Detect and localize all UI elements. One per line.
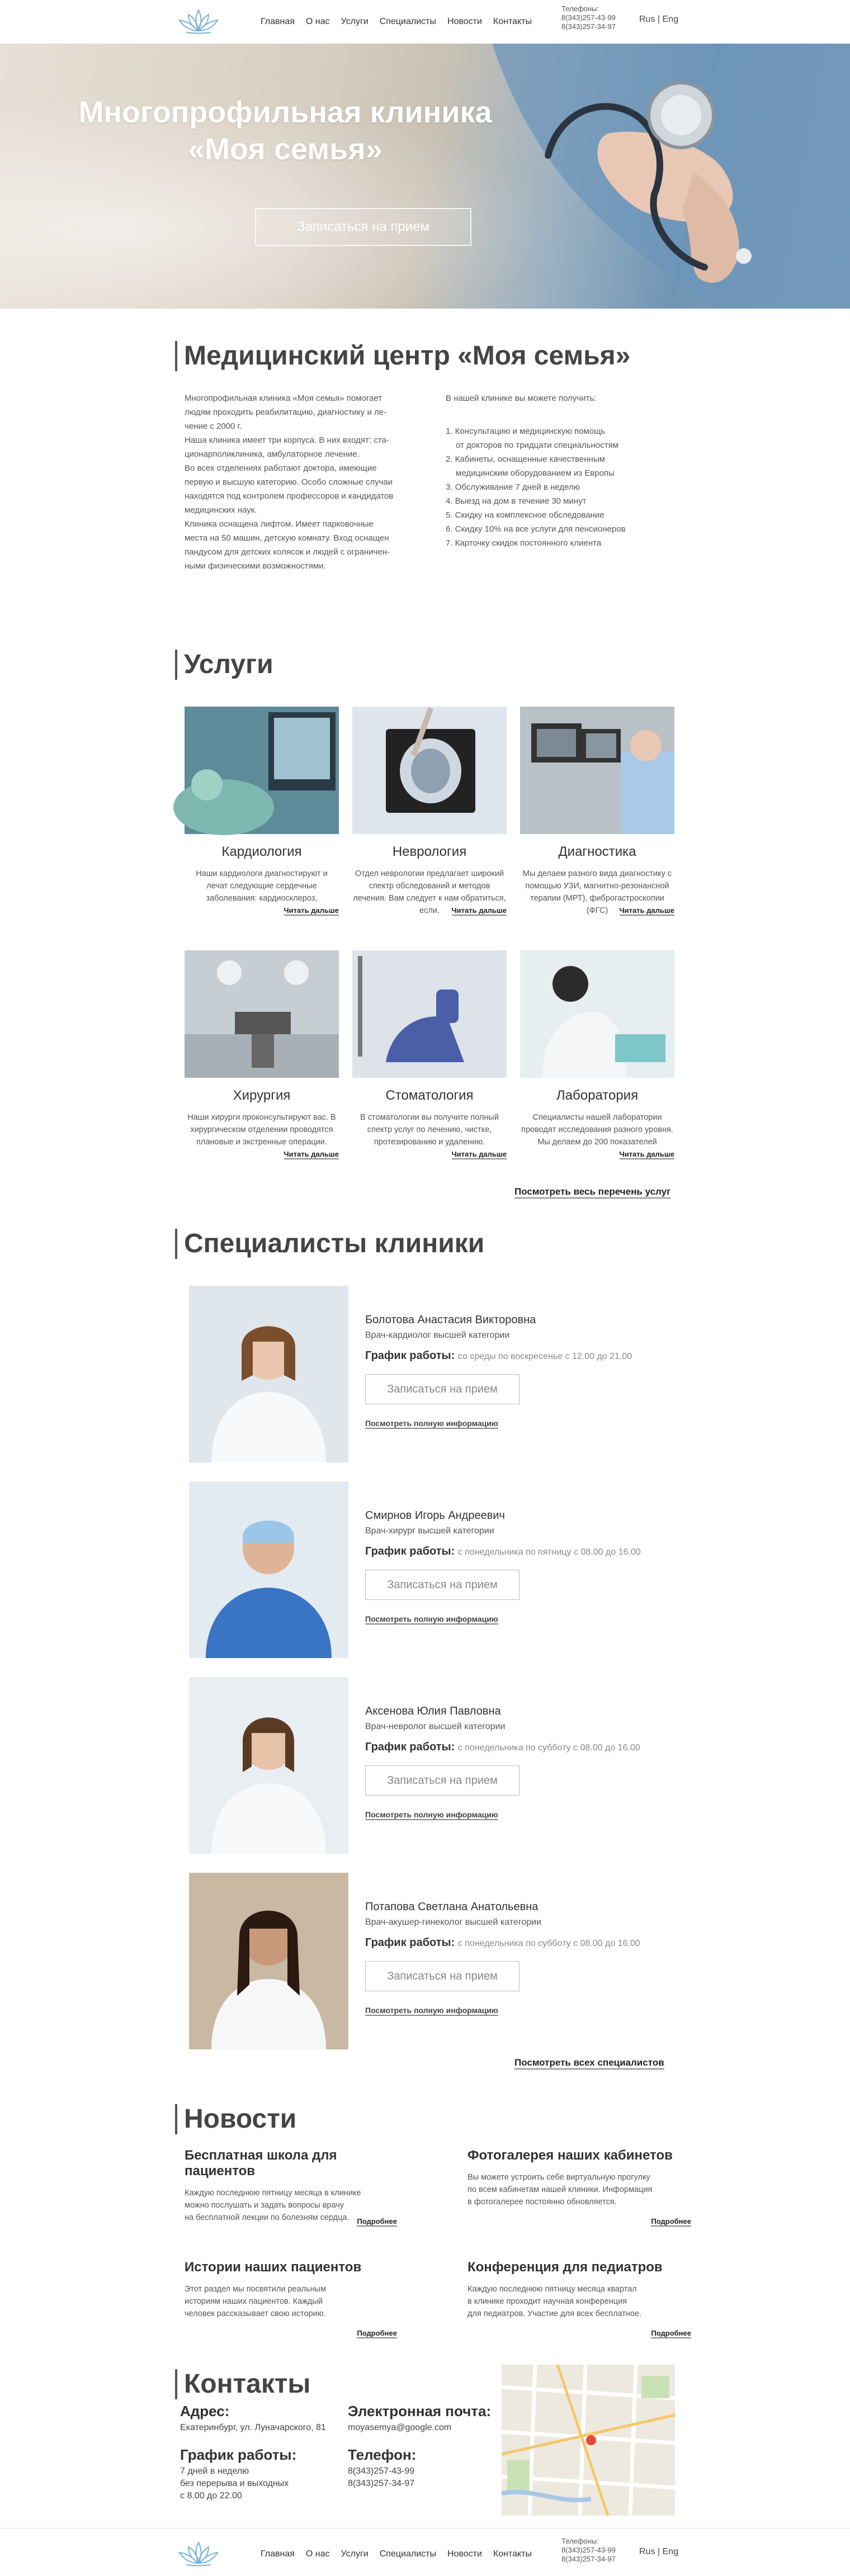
laboratory-photo: [520, 950, 674, 1078]
hours-line: с 8.00 до 22.00: [180, 2491, 242, 2501]
service-desc: Специалисты нашей лаборатории проводят исследования разного уровня. Мы делаем до 200 показателей: [521, 1113, 673, 1147]
service-card-neurology[interactable]: [352, 707, 507, 915]
about-line: людям проходить реабилитацию, диагностику и ле-: [185, 408, 387, 417]
full-info-link[interactable]: Посмотреть полную информацию: [365, 1810, 498, 1819]
about-list-item: 2. Кабинеты, оснащенные качественным: [446, 454, 605, 464]
nav-news[interactable]: Новости: [447, 2549, 482, 2559]
nav-about[interactable]: О нас: [305, 17, 330, 26]
news-item: [185, 2148, 397, 2224]
about-line: Наша клиника имеет три корпуса. В них входят: ста-: [185, 435, 389, 445]
book-button[interactable]: Записаться на прием: [365, 1374, 520, 1404]
diagnostics-photo: [520, 707, 674, 834]
schedule-label: График работы:: [365, 1936, 455, 1949]
service-name: Неврология: [392, 844, 467, 859]
schedule-label: График работы:: [365, 1545, 455, 1557]
nav-news[interactable]: Новости: [447, 17, 482, 26]
hours-line: 7 дней в неделю: [180, 2466, 249, 2476]
about-line: пандусом для детских колясок и людей с ограничен-: [185, 547, 390, 557]
schedule-label: График работы:: [365, 1741, 455, 1753]
services-heading: Услуги: [175, 650, 273, 680]
doctor-photo: [189, 1481, 348, 1658]
doctor-card: [189, 1873, 676, 2049]
about-list-item: от докторов по тридцати специальностям: [456, 441, 619, 450]
phone-2[interactable]: 8(343)257-34-97: [561, 2555, 616, 2563]
news-title[interactable]: Истории наших пациентов: [185, 2260, 362, 2275]
footer: [0, 2532, 850, 2576]
about-line: находятся под контролем профессоров и кандидатов: [185, 491, 394, 501]
schedule-label: График работы:: [365, 1349, 455, 1362]
nav-contacts[interactable]: Контакты: [493, 2549, 532, 2559]
dentistry-photo: [352, 950, 507, 1078]
doctor-card: [189, 1677, 676, 1854]
language-switch[interactable]: Rus | Eng: [639, 2547, 678, 2556]
doctor-position: Врач-акушер-гинеколог высшей категории: [365, 1917, 541, 1927]
service-desc: Мы делаем разного вида диагностику с помощью УЗИ, магнитно-резонансной терапии (МРТ), фиброгастроскопии (ФГС): [522, 869, 672, 915]
news-line: Этот раздел мы посвятили реальным: [185, 2285, 327, 2294]
about-left-text: [185, 391, 408, 573]
service-name: Хирургия: [233, 1088, 291, 1103]
phone-value[interactable]: 8(343)257-43-99: [348, 2466, 415, 2476]
hours-line: без перерыва и выходных: [180, 2479, 289, 2488]
header-phones: [561, 4, 616, 31]
read-more-link[interactable]: Читать дальше: [284, 1150, 339, 1158]
doctor-schedule: [365, 1741, 640, 1754]
news-item: [468, 2260, 691, 2337]
news-line: Каждую последнюю пятницу месяца в клинике: [185, 2189, 361, 2198]
about-list-item: 7. Карточку скидок постоянного клиента: [446, 538, 602, 548]
top-header: [0, 0, 850, 44]
about-line: первую и высшую категорию. Особо сложные случаи: [185, 477, 393, 487]
all-doctors-link[interactable]: Посмотреть всех специалистов: [514, 2057, 664, 2070]
about-right-text: [446, 391, 647, 550]
doctor-name: Аксенова Юлия Павловна: [365, 1705, 501, 1717]
phones-label: Телефоны:: [561, 4, 599, 13]
lotus-logo-icon[interactable]: [169, 7, 228, 35]
doctor-schedule: [365, 1545, 641, 1558]
doctor-photo: [189, 1286, 348, 1462]
nav-services[interactable]: Услуги: [341, 17, 369, 26]
service-name: Диагностика: [558, 844, 636, 859]
hero-doctor-image: [0, 44, 850, 309]
doctor-name: Потапова Светлана Анатольевна: [365, 1901, 539, 1913]
lotus-logo-icon[interactable]: [169, 2539, 228, 2567]
language-switch[interactable]: Rus | Eng: [639, 15, 678, 24]
book-button[interactable]: Записаться на прием: [365, 1570, 520, 1600]
news-title[interactable]: Конференция для педиатров: [468, 2260, 663, 2275]
nav-contacts[interactable]: Контакты: [493, 17, 532, 26]
phone-2[interactable]: 8(343)257-34-97: [561, 22, 616, 31]
news-line: для педиатров. Участие для всех бесплатное.: [468, 2309, 642, 2318]
service-desc: Наши хирурги проконсультируют вас. В хирургическом отделении проводятся плановые и экстренные операции.: [187, 1113, 336, 1147]
doctor-name: Смирнов Игорь Андреевич: [365, 1509, 505, 1522]
doctor-name: Болотова Анастасия Викторовна: [365, 1314, 536, 1326]
email-value[interactable]: moyasemya@google.com: [348, 2423, 452, 2432]
contact-address: [180, 2405, 326, 2434]
footer-phones: [561, 2537, 616, 2564]
news-line: на бесплатной лекции по болезням сердца.: [185, 2213, 350, 2222]
email-label: Электронная почта:: [348, 2403, 492, 2419]
read-more-link[interactable]: Читать дальше: [619, 1150, 674, 1158]
service-desc: Наши кардиологи диагностируют и лечат следующие сердечные заболевания: кардиосклероз,: [196, 869, 328, 903]
contact-hours: [180, 2446, 297, 2502]
service-card-laboratory[interactable]: [520, 950, 674, 1158]
contact-email: [348, 2405, 491, 2434]
news-line: по всем кабинетам нашей клиники. Информация: [468, 2185, 653, 2194]
phone-value[interactable]: 8(343)257-34-97: [348, 2479, 415, 2488]
doctor-schedule: [365, 1349, 632, 1362]
about-list-item: 4. Выезд на дом в течение 30 минут: [446, 496, 587, 506]
doctors-heading: Специалисты клиники: [175, 1229, 484, 1259]
about-list-item: 6. Скидку 10% на все услуги для пенсионеров: [446, 524, 626, 534]
nav-specialists[interactable]: Специалисты: [379, 2549, 436, 2559]
news-line: в клинике проходит научная конференция: [468, 2297, 627, 2306]
about-line: места на 50 машин, детскую комнату. Вход оснащен: [185, 533, 389, 543]
about-line: Клиника оснащена лифтом. Имеет парковочные: [185, 519, 374, 529]
read-more-link[interactable]: Читать дальше: [451, 906, 507, 915]
about-list-item: 1. Консультацию и медицинскую помощь: [446, 427, 606, 436]
all-services-link[interactable]: Посмотреть весь перечень услуг: [514, 1186, 670, 1199]
news-more-link[interactable]: Подробнее: [357, 2217, 397, 2225]
surgery-photo: [185, 950, 339, 1078]
full-info-link[interactable]: Посмотреть полную информацию: [365, 1419, 498, 1428]
about-line: медицинских наук.: [185, 505, 257, 515]
main-nav: [261, 17, 532, 27]
service-card-surgery[interactable]: [185, 950, 339, 1158]
nav-about[interactable]: О нас: [305, 2549, 330, 2559]
service-name: Лаборатория: [556, 1088, 639, 1103]
about-line: чение с 2000 г.: [185, 422, 242, 431]
about-list-item: медицинским оборудованием из Европы: [456, 468, 615, 478]
news-line: Вы можете устроить себе виртуальную прогулку: [468, 2173, 650, 2182]
news-item: [468, 2148, 691, 2225]
service-desc: Отдел неврологии предлагает широкий спектр обследований и методов лечения. Вам следует к нам обратиться, если,: [353, 869, 506, 915]
service-card-dentistry[interactable]: [352, 950, 507, 1158]
news-line: можно послушать и задать вопросы врачу: [185, 2201, 344, 2210]
address-label: Адрес:: [180, 2403, 230, 2419]
about-line: ными физическими возможностями.: [185, 561, 326, 571]
about-line: Многопрофильная клиника «Моя семья» помогает: [185, 394, 382, 403]
phone-1[interactable]: 8(343)257-43-99: [561, 13, 616, 22]
about-heading: Медицинский центр «Моя семья»: [175, 341, 630, 371]
doctor-photo: [189, 1873, 348, 2049]
cardiology-photo: [185, 707, 339, 834]
service-name: Стоматология: [385, 1088, 474, 1103]
news-title[interactable]: Фотогалерея наших кабинетов: [468, 2148, 673, 2163]
about-list-intro: В нашей клинике вы можете получить:: [446, 394, 597, 403]
service-card-diagnostics[interactable]: [520, 707, 674, 915]
service-name: Кардиология: [221, 844, 302, 859]
news-more-link[interactable]: Подробнее: [651, 2217, 691, 2225]
news-text: [468, 2283, 680, 2320]
full-info-link[interactable]: Посмотреть полную информацию: [365, 2006, 498, 2015]
doctor-position: Врач-хирург высшей категории: [365, 1526, 494, 1536]
contacts-heading: Контакты: [175, 2369, 310, 2399]
location-map[interactable]: [502, 2365, 675, 2516]
nav-specialists[interactable]: Специалисты: [379, 17, 436, 26]
about-line: Во всех отделениях работают доктора, имеющие: [185, 463, 377, 473]
news-item: [185, 2260, 397, 2337]
nav-home[interactable]: Главная: [261, 17, 295, 26]
address-value: Екатеринбург, ул. Луначарского, 81: [180, 2423, 326, 2432]
read-more-link[interactable]: Читать дальше: [619, 906, 674, 915]
news-more-link[interactable]: Подробнее: [357, 2329, 397, 2337]
full-info-link[interactable]: Посмотреть полную информацию: [365, 1614, 498, 1623]
doctor-card: [189, 1481, 676, 1658]
hero-title-line1: Многопрофильная клиника: [78, 96, 492, 129]
read-more-link[interactable]: Читать дальше: [451, 1150, 507, 1158]
news-title[interactable]: Бесплатная школа для пациентов: [185, 2148, 337, 2179]
news-line: в фотогалерее постоянно обновляется.: [468, 2198, 617, 2206]
hero-banner: [0, 44, 850, 309]
hero-book-button[interactable]: Записаться на прием: [255, 208, 471, 246]
news-text: [468, 2171, 680, 2208]
schedule-value: со среды по воскресенье с 12.00 до 21.00: [457, 1352, 632, 1361]
about-line: ционарполиклиника, амбулаторное лечение.: [185, 449, 360, 459]
nav-services[interactable]: Услуги: [341, 2549, 369, 2559]
doctor-schedule: [365, 1936, 640, 1949]
service-desc: В стоматологии вы получите полный спектр услуг по лечению, чистке, протезированию и удалению.: [360, 1113, 499, 1147]
about-list-item: 3. Обслуживание 7 дней в неделю: [446, 482, 580, 492]
doctor-position: Врач-невролог высшей категории: [365, 1722, 506, 1731]
schedule-value: с понедельника по субботу с 08.00 до 16.00: [457, 1743, 640, 1753]
read-more-link[interactable]: Читать дальше: [284, 906, 339, 915]
about-list-item: 5. Скидку на комплексное обследование: [446, 510, 605, 520]
schedule-value: с понедельника по пятницу с 08.00 до 16.00: [457, 1547, 641, 1557]
phones-label: Телефоны:: [561, 2537, 599, 2545]
service-card-cardiology[interactable]: [185, 707, 339, 915]
phone-1[interactable]: 8(343)257-43-99: [561, 2546, 616, 2554]
footer-nav: [261, 2549, 532, 2559]
neurology-photo: [352, 707, 507, 834]
news-text: [185, 2283, 397, 2320]
news-line: человек рассказывает свою историю.: [185, 2309, 326, 2318]
nav-home[interactable]: Главная: [261, 2549, 295, 2559]
doctor-position: Врач-кардиолог высшей категории: [365, 1330, 510, 1340]
book-button[interactable]: Записаться на прием: [365, 1961, 520, 1991]
map-pin-icon: [586, 2435, 596, 2445]
schedule-value: с понедельника по субботу с 08.00 до 16.00: [457, 1939, 640, 1948]
phone-label: Телефон:: [348, 2446, 417, 2463]
news-line: Каждую последнюю пятницу месяца квартал: [468, 2285, 637, 2294]
news-heading: Новости: [175, 2104, 296, 2134]
doctor-photo: [189, 1677, 348, 1854]
news-line: историям наших пациентов. Каждый: [185, 2297, 323, 2306]
news-more-link[interactable]: Подробнее: [651, 2329, 691, 2337]
hours-label: График работы:: [180, 2446, 297, 2463]
doctor-card: [189, 1286, 676, 1462]
book-button[interactable]: Записаться на прием: [365, 1765, 520, 1796]
hero-title-line2: «Моя семья»: [188, 132, 382, 166]
contact-phone: [348, 2446, 417, 2490]
